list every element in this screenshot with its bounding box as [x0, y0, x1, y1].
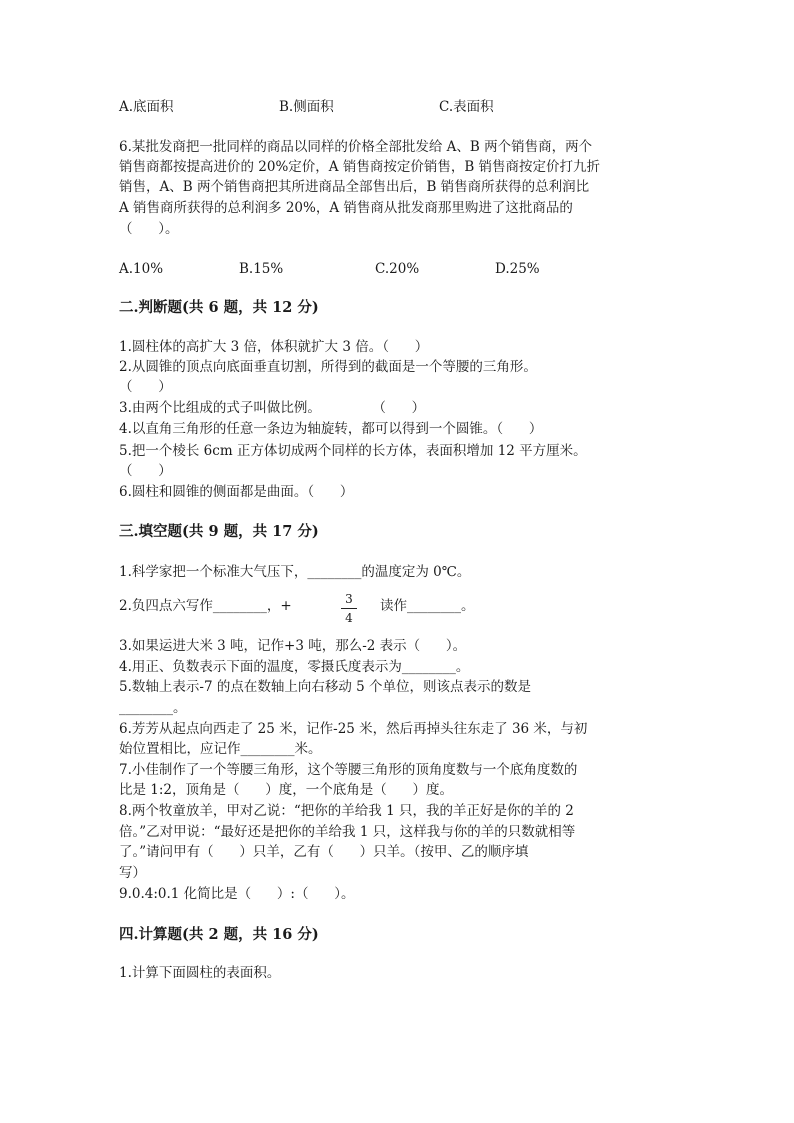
judge-line-3: （ ） — [119, 379, 172, 395]
fill-line-9: 9.0.4:0.1 化简比是（ ）:（ ）。 — [119, 886, 355, 902]
fraction-bar — [341, 608, 357, 609]
q6-option-b: B.15% — [239, 261, 284, 277]
calc-q1: 1.计算下面圆柱的表面积。 — [119, 965, 281, 981]
fraction-three-quarters — [338, 592, 360, 625]
fill-line-7a: 7.小佳制作了一个等腰三角形，这个等腰三角形的顶角度数与一个底角度数的 — [119, 762, 578, 778]
judge-line-1: 1.圆柱体的高扩大 3 倍，体积就扩大 3 倍。（ ） — [119, 339, 429, 355]
q6-line-3: 销售，A、B 两个销售商把其所进商品全部售出后，B 销售商所获得的总利润比 — [119, 179, 590, 195]
q6-option-d: D.25% — [495, 261, 540, 277]
fraction-numerator: 3 — [345, 592, 353, 606]
section-2-heading: 二.判断题(共 6 题，共 12 分) — [119, 299, 319, 316]
q6-line-5: （ ）。 — [119, 221, 179, 237]
q6-line-4: A 销售商所获得的总利润多 20%，A 销售商从批发商那里购进了这批商品的 — [119, 200, 573, 216]
judge-line-7: （ ） — [119, 463, 172, 479]
q5-option-c: C.表面积 — [439, 99, 494, 115]
fill-line-8b: 倍。”乙对甲说：“最好还是把你的羊给我 1 只，这样我与你的羊的只数就相等 — [119, 824, 576, 840]
fill-line-5b: ________。 — [119, 700, 187, 716]
q6-option-a: A.10% — [119, 261, 164, 277]
q5-option-b: B.侧面积 — [279, 99, 334, 115]
fill-line-3: 3.如果运进大米 3 吨，记作+3 吨，那么-2 表示（ ）。 — [119, 638, 467, 654]
fill-line-6b: 始位置相比，应记作________米。 — [119, 741, 322, 757]
q6-line-2: 销售商都按提高进价的 20%定价，A 销售商按定价销售，B 销售商按定价打九折 — [119, 159, 601, 175]
q6-option-c: C.20% — [375, 261, 420, 277]
fill-q2-left: 2.负四点六写作________，+ — [119, 598, 292, 614]
fraction-denominator: 4 — [345, 611, 353, 625]
fill-line-6a: 6.芳芳从起点向西走了 25 米，记作-25 米，然后再掉头往东走了 36 米，与初 — [119, 721, 588, 737]
fill-line-8d: 写） — [119, 865, 146, 881]
fill-line-4: 4.用正、负数表示下面的温度，零摄氏度表示为________。 — [119, 659, 470, 675]
q5-option-a: A.底面积 — [119, 99, 174, 115]
judge-line-4: 3.由两个比组成的式子叫做比例。 （ ） — [119, 400, 426, 416]
fill-line-8a: 8.两个牧童放羊，甲对乙说：“把你的羊给我 1 只，我的羊正好是你的羊的 2 — [119, 803, 574, 819]
judge-line-6: 5.把一个棱长 6cm 正方体切成两个同样的长方体，表面积增加 12 平方厘米。 — [119, 443, 587, 459]
judge-line-2: 2.从圆锥的顶点向底面垂直切割，所得到的截面是一个等腰的三角形。 — [119, 359, 537, 375]
fill-q2-right: 读作________。 — [380, 598, 475, 614]
judge-line-5: 4.以直角三角形的任意一条边为轴旋转，都可以得到一个圆锥。（ ） — [119, 421, 543, 437]
judge-line-8: 6.圆柱和圆锥的侧面都是曲面。（ ） — [119, 484, 354, 500]
fill-line-8c: 了。”请问甲有（ ）只羊，乙有（ ）只羊。（按甲、乙的顺序填 — [119, 844, 529, 860]
fill-line-7b: 比是 1:2，顶角是（ ）度，一个底角是（ ）度。 — [119, 782, 454, 798]
section-4-heading: 四.计算题(共 2 题，共 16 分) — [119, 926, 319, 943]
section-3-heading: 三.填空题(共 9 题，共 17 分) — [119, 523, 319, 540]
q6-line-1: 6.某批发商把一批同样的商品以同样的价格全部批发给 A、B 两个销售商，两个 — [119, 139, 593, 155]
fill-line-5a: 5.数轴上表示-7 的点在数轴上向右移动 5 个单位，则该点表示的数是 — [119, 679, 531, 695]
fill-q1: 1.科学家把一个标准大气压下，________的温度定为 0℃。 — [119, 564, 471, 580]
